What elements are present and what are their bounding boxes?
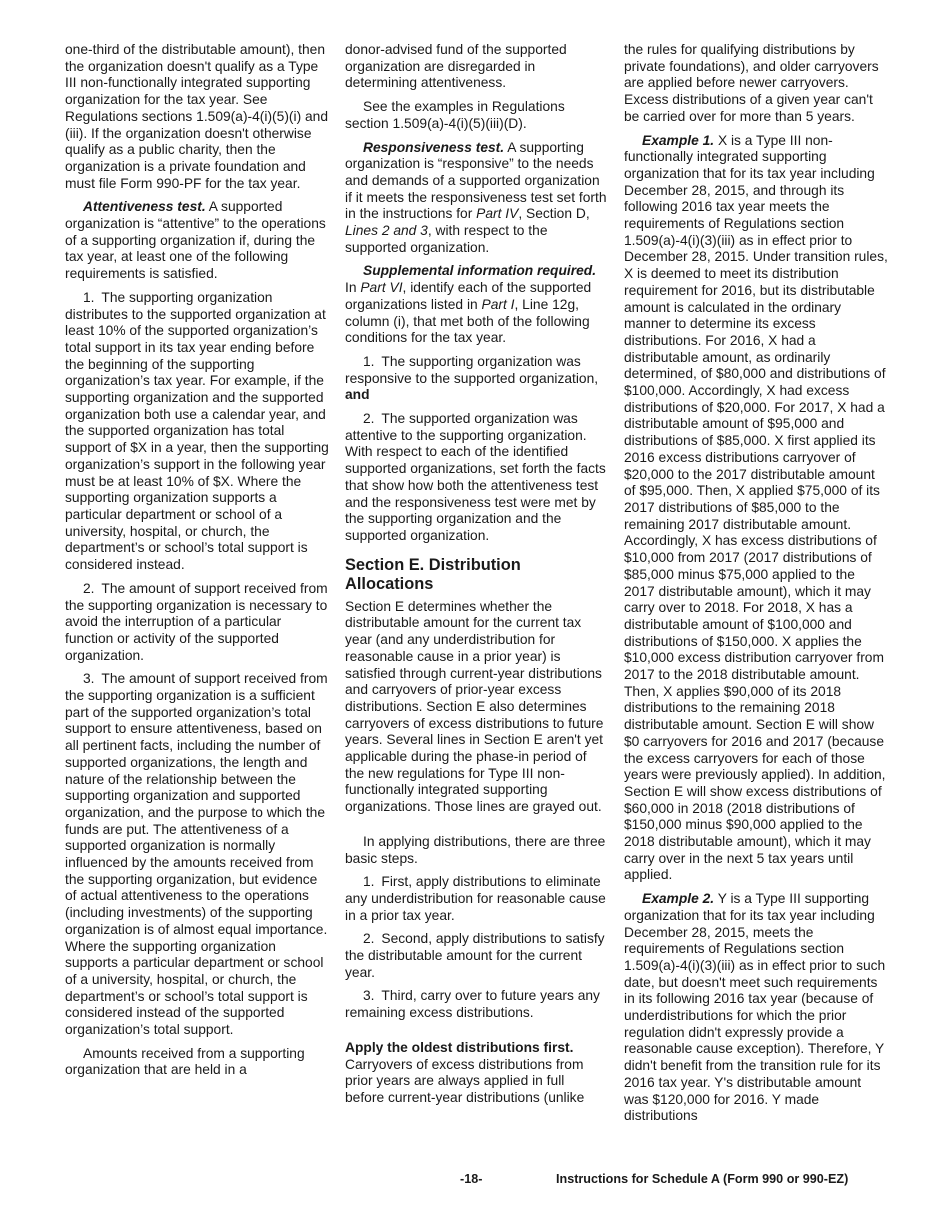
responsiveness-lines: Lines 2 and 3 [345, 223, 428, 239]
oldest-heading: Apply the oldest distributions first. [345, 1039, 574, 1055]
responsiveness-text-a: A supporting organization is “responsive” to the needs and demands of a supported organization if it meets the responsiveness test set forth in the instructions for [345, 139, 607, 222]
supplemental-text-b: , identify each of the supported organizations listed in [345, 280, 592, 312]
paragraph-amounts-received: Amounts received from a supporting organization that are held in a [65, 1045, 305, 1078]
paragraph-responsiveness [345, 140, 607, 257]
responsiveness-heading: Responsiveness test. [363, 139, 505, 155]
paragraph-section-e: Section E determines whether the distributable amount for the current tax year (and any underdistribution for reasonable cause in a prior year) is satisfied through current-year distributions and carryovers of prior-year excess distributions. Section E also determines carryovers of excess distributions to future years. Several lines in Section E aren't yet applicable during the phase-in period of the new regulations for Type III non-functionally integrated supporting organizations. Those lines are grayed out. [345, 598, 604, 815]
step-3: 3. Third, carry over to future years any remaining excess distributions. [345, 988, 600, 1021]
example-2-text: Y is a Type III supporting organization that for its tax year including December 28, 2015, meets the requirements of Regulations section 1.509(a)-4(i)(3)(iii) as in effect prior to such date, but doesn't meet such requirements in its following 2016 tax year (because of underdistributions for which the prior regulation didn't expressly provide a reasonable cause exception). Therefore, Y didn't benefit from the transition rule for its 2016 tax year. Y's distributable amount was $120,000 for 2016. Y made distributions [624, 891, 886, 1124]
attentiveness-text: A supported organization is “attentive” to the operations of a supporting organization if, during the tax year, at least one of the following requirements is satisfied. [65, 199, 326, 282]
condition-1 [345, 354, 607, 404]
condition-2: 2. The supported organization was attentive to the supporting organization. With respect to each of the identified supported organizations, set forth the facts that show how both the attentiveness test and the responsiveness test were met by the supporting organization and the supported organization. [345, 411, 606, 543]
paragraph-supplemental [345, 263, 607, 347]
paragraph-qualify: one-third of the distributable amount), then the organization doesn't qualify as a Type III non-functionally integrated supporting organization for the tax year. See Regulations sections 1.509(a)-4(i)(5)(i) and (iii). If the organization doesn't otherwise qualify as a public charity, then the organization is a private foundation and must file Form 990-PF for the tax year. [65, 42, 329, 191]
step-1: 1. First, apply distributions to eliminate any underdistribution for reasonable cause in a prior tax year. [345, 874, 606, 923]
example-1-text: X is a Type III non-functionally integrated supporting organization that for its tax year including December 28, 2015, and through its following 2016 tax year meets the requirements of Regulations section 1.509(a)-4(i)(3)(iii) as in effect prior to December 28, 2015. Under transition rules, X is deemed to meet its distribution requirement for 2016, but its distributable amount is calculated in the ordinary manner to determine its excess distributions. For 2016, X had a distributable amount, as ordinarily determined, of $80,000 and distributions of $100,000. Accordingly, X had excess distributions of $20,000. For 2017, X had a distributable amount of $95,000 and distributions of $85,000. X first applied its 2016 excess distributions carryover of $20,000 to the 2017 distributable amount of $95,000. Then, X applied $75,000 of its 2017 distributions of $85,000 to the remaining 2017 distributable amount. Accordingly, X has excess distributions of $10,000 from 2017 (2017 distributions of $85,000 minus $75,000 applied to the 2017 distributable amount), which it may carry over to 2018. For 2018, X has a distributable amount of $100,000 and distributions of $150,000. X applies the $10,000 excess distribution carryover from 2017 to the 2018 distributable amount. Then, X applies $90,000 of its 2018 distributions to the remaining 2018 distributable amount. Section E will show $0 carryovers for 2016 and 2017 (because the excess carryovers for each of those years were previously applied). In addition, Section E will show excess distributions of $60,000 in 2018 (2018 distributions of $150,000 minus $90,000 applied to the 2018 distributable amount), which it may carry over in the next 5 tax years until applied. [624, 132, 888, 883]
example-1 [624, 133, 888, 885]
paragraph-see-examples: See the examples in Regulations section 1.509(a)-4(i)(5)(iii)(D). [345, 99, 565, 131]
supplemental-part-vi: Part VI [360, 280, 403, 296]
paragraph-applying: In applying distributions, there are three basic steps. [345, 833, 606, 866]
oldest-text: Carryovers of excess distributions from prior years are always applied in full before current-year distributions (unlike [345, 1056, 585, 1105]
text-column-3 [624, 42, 888, 1125]
supplemental-text-a: In [345, 280, 357, 296]
supplemental-text-c: , Line 12g, column (i), that met both of the following conditions for the tax year. [345, 296, 590, 346]
responsiveness-text-c: , with respect to the supported organization. [345, 223, 548, 255]
page-number: -18- [460, 1172, 483, 1186]
condition-1-and: and [345, 387, 370, 403]
example-1-heading: Example 1. [642, 132, 715, 148]
attentiveness-item-2: 2. The amount of support received from the supporting organization is necessary to avoid the interruption of a particular function or activity of the supported organization. [65, 580, 328, 663]
example-2-heading: Example 2. [642, 891, 715, 907]
paragraph-oldest [345, 1040, 607, 1107]
attentiveness-item-1: 1. The supporting organization distributes to the supported organization at least 10% of the supported organization’s total support in its tax year ending before the beginning of the supporting organization’s tax year. For example, if the supporting organization and the supported organization both use a calendar year, and the supported organization has total support of $X in a year, then the supporting organization’s support in the following year must be at least 10% of $X. Where the supporting organization supports a particular department or school of a university, hospital, or church, the department’s or school’s total support is considered instead. [65, 289, 329, 573]
responsiveness-text-b: , Section D, [518, 206, 590, 222]
condition-1-text: 1. The supporting organization was responsive to the supported organization, [345, 353, 599, 386]
footer-title: Instructions for Schedule A (Form 990 or 990-EZ) [556, 1172, 849, 1186]
paragraph-foundations-rules: the rules for qualifying distributions by private foundations), and older carryovers are applied before newer carryovers. Excess distributions of a given year can't be carried over for more than 5 years. [624, 42, 879, 124]
step-2: 2. Second, apply distributions to satisfy the distributable amount for the current year. [345, 931, 605, 980]
paragraph-attentiveness [65, 199, 329, 283]
text-column-1 [65, 42, 329, 1079]
supplemental-heading: Supplemental information required. [363, 263, 597, 279]
attentiveness-heading: Attentiveness test. [83, 199, 206, 215]
text-column-2 [345, 42, 607, 1107]
example-2 [624, 891, 888, 1125]
responsiveness-part-iv: Part IV [476, 206, 519, 222]
section-e-heading: Section E. Distribution Allocations [345, 555, 521, 594]
supplemental-part-i: Part I [481, 296, 515, 312]
attentiveness-item-3: 3. The amount of support received from the supporting organization is a sufficient part of the supported organization’s total support to ensure attentiveness, based on all pertinent facts, including the number of supported organizations, the length and nature of the relationship between the supporting organization and supported organization, and the purpose to which the funds are put. The attentiveness of a supported organization is normally influenced by the amounts received from the supporting organization, but evidence of actual attentiveness to the operations (including investments) of the supporting organization is of almost equal importance. Where the supporting organization supports a particular department or school of a university, hospital, or church, the department’s or school’s total support is considered instead of the supported organization’s total support. [65, 671, 328, 1038]
paragraph-donor-advised: donor-advised fund of the supported organization are disregarded in determining attentiveness. [345, 42, 567, 91]
